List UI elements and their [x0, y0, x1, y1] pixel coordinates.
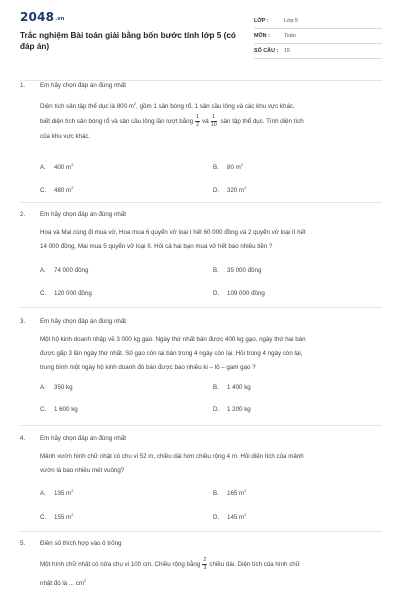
fraction-denominator: 3: [203, 564, 207, 571]
option-value: 1 600 kg: [54, 406, 78, 413]
meta-label: LỚP :: [254, 18, 269, 24]
text-line: được gấp 3 lần ngày thứ nhất. Số gạo còn lại bán trong 4 ngày còn lại. Hỏi trong 4 ngày còn lại,: [40, 350, 303, 357]
option-b[interactable]: [213, 162, 243, 171]
question-text: [40, 556, 385, 591]
option-value: 400 m: [54, 164, 72, 172]
option-letter: D.: [213, 514, 220, 522]
question-text: [40, 333, 385, 375]
option-a[interactable]: [40, 267, 88, 274]
superscript: 2: [240, 162, 243, 167]
fraction: [202, 557, 207, 572]
divider: [20, 202, 382, 203]
fraction: [211, 114, 217, 129]
question-text: [40, 97, 385, 144]
option-letter: C.: [40, 514, 47, 522]
option-letter: C.: [40, 406, 47, 413]
question-2: [20, 211, 382, 303]
divider: [20, 531, 382, 532]
question-3: [20, 318, 382, 422]
meta-value: Lớp 5: [284, 18, 299, 24]
option-a[interactable]: [40, 384, 73, 391]
divider: [20, 425, 382, 426]
text-line: Mảnh vườn hình chữ nhật có chu vi 52 m, chiều dài hơn chiều rộng 4 m. Hỏi diện tích của mảnh: [40, 453, 304, 460]
text-line: Một hộ kinh doanh nhập về 3 000 kg gạo. Ngày thứ nhất bán được 400 kg gạo, ngày thứ hai bán: [40, 336, 306, 343]
superscript: 2: [244, 512, 247, 517]
option-value: 1 400 kg: [227, 384, 251, 391]
option-letter: B.: [213, 164, 219, 172]
option-a[interactable]: [40, 162, 73, 171]
divider: [20, 307, 382, 308]
text-line: [40, 114, 385, 130]
question-prompt: Điền số thích hợp vào ô trống: [40, 540, 122, 547]
option-value: 480 m: [54, 187, 72, 195]
question-number: 5.: [20, 540, 26, 547]
text-line: Hoa và Mai cùng đi mua vở, Hoa mua 6 quyển vở loại I hết 60 000 đồng và 2 quyển vở loại II hết: [40, 229, 306, 236]
text-line: trung bình một ngày hộ kinh doanh đó bán được bao nhiêu ki – lô – gam gạo ?: [40, 364, 256, 371]
option-b[interactable]: [213, 267, 261, 274]
option-c[interactable]: [40, 512, 73, 521]
question-prompt: Em hãy chọn đáp án đúng nhất: [40, 211, 127, 218]
option-letter: D.: [213, 406, 220, 413]
text-line: [40, 97, 385, 114]
meta-value: 15: [284, 48, 290, 54]
fraction-denominator: 2: [196, 122, 200, 129]
option-value: 145 m: [227, 514, 245, 522]
option-b[interactable]: [213, 384, 251, 391]
text-fragment: biết diện tích sân bóng rổ và sân cầu lông lần lượt bằng: [40, 118, 194, 126]
option-b[interactable]: [213, 488, 246, 497]
fraction-denominator: 10: [210, 122, 217, 129]
option-value: 109 000 đồng: [227, 290, 265, 297]
option-value: 35 000 đồng: [227, 267, 262, 274]
option-letter: A.: [40, 164, 46, 172]
option-d[interactable]: [213, 512, 246, 521]
site-logo[interactable]: [20, 10, 65, 24]
option-value: 74 000 đồng: [54, 267, 89, 274]
option-value: 165 m: [227, 490, 245, 498]
text-line: [40, 556, 385, 574]
option-d[interactable]: [213, 185, 246, 194]
page-title: Trắc nghiệm Bài toán giải bằng bốn bước tính lớp 5 (có đáp án): [20, 31, 236, 51]
divider: [20, 80, 382, 81]
option-value: 120 000 đồng: [54, 290, 92, 297]
superscript: 2: [244, 185, 247, 190]
superscript: 2: [244, 488, 247, 493]
option-letter: C.: [40, 290, 47, 297]
option-value: 155 m: [54, 514, 72, 522]
question-number: 3.: [20, 318, 26, 325]
superscript: 2: [133, 101, 137, 106]
superscript: 2: [71, 512, 74, 517]
fraction-numerator: 2: [203, 556, 207, 563]
option-letter: B.: [213, 267, 219, 274]
meta-label: SỐ CÂU :: [254, 48, 279, 54]
text-fragment: của khu vực khác.: [40, 133, 91, 141]
meta-row-count: [254, 44, 382, 59]
logo-tld: .vn: [55, 16, 65, 22]
option-letter: B.: [213, 490, 219, 498]
quiz-meta: [254, 14, 382, 59]
superscript: 2: [84, 578, 87, 583]
question-text: [40, 450, 385, 478]
superscript: 2: [71, 488, 74, 493]
option-value: 135 m: [54, 490, 72, 498]
option-a[interactable]: [40, 488, 73, 497]
option-letter: A.: [40, 267, 46, 274]
option-letter: C.: [40, 187, 47, 195]
logo-text: 2048: [20, 10, 55, 24]
text-fragment: sân tập thể dục. Tính diện tích: [220, 118, 304, 126]
option-c[interactable]: [40, 290, 92, 297]
option-letter: D.: [213, 290, 220, 297]
text-fragment: chiều dài. Diện tích của hình chữ: [209, 561, 300, 568]
question-5: [20, 540, 382, 598]
superscript: 2: [71, 162, 74, 167]
question-number: 2.: [20, 211, 26, 218]
text-fragment: nhật đó là ... cm: [40, 580, 85, 588]
fraction-numerator: 1: [212, 114, 216, 121]
question-1: [20, 82, 382, 200]
meta-value: Toán: [284, 33, 296, 39]
fraction-numerator: 1: [196, 114, 200, 121]
meta-label: MÔN :: [254, 33, 270, 39]
text-fragment: Một hình chữ nhật có nửa chu vi 100 cm. Chiều rộng bằng: [40, 561, 201, 568]
option-d[interactable]: [213, 406, 251, 413]
question-text: [40, 226, 385, 254]
text-fragment: Diện tích sân tập thể dục là 800 m: [40, 103, 134, 111]
question-number: 4.: [20, 435, 26, 442]
question-prompt: Em hãy chọn đáp án đúng nhất: [40, 435, 127, 442]
option-value: 350 kg: [54, 384, 73, 391]
superscript: 2: [71, 185, 74, 190]
question-prompt: Em hãy chọn đáp án đúng nhất: [40, 82, 127, 89]
option-c[interactable]: [40, 185, 73, 194]
fraction: [195, 114, 200, 129]
option-letter: D.: [213, 187, 220, 195]
text-fragment: , gồm 1 sân bóng rổ, 1 sân cầu lông và các khu vực khác,: [136, 103, 295, 111]
option-letter: A.: [40, 384, 46, 391]
option-c[interactable]: [40, 406, 78, 413]
text-line: vườn là bao nhiêu mét vuông?: [40, 467, 125, 474]
text-line: 14 000 đồng, Mai mua 5 quyển vở loại II. Hỏi cả hai bạn mua vở hết bao nhiêu tiền ?: [40, 243, 273, 250]
meta-row-subject: [254, 29, 382, 44]
option-letter: A.: [40, 490, 46, 498]
option-value: 80 m: [227, 164, 241, 172]
question-4: [20, 435, 382, 527]
text-line: [40, 130, 385, 144]
meta-row-grade: [254, 14, 382, 29]
option-value: 320 m: [227, 187, 245, 195]
option-letter: B.: [213, 384, 219, 391]
page-header: [0, 0, 400, 80]
option-value: 1 200 kg: [227, 406, 251, 413]
text-fragment: và: [202, 118, 209, 126]
text-line: [40, 574, 385, 591]
question-prompt: Em hãy chọn đáp án đúng nhất: [40, 318, 127, 325]
question-number: 1.: [20, 82, 26, 89]
option-d[interactable]: [213, 290, 265, 297]
